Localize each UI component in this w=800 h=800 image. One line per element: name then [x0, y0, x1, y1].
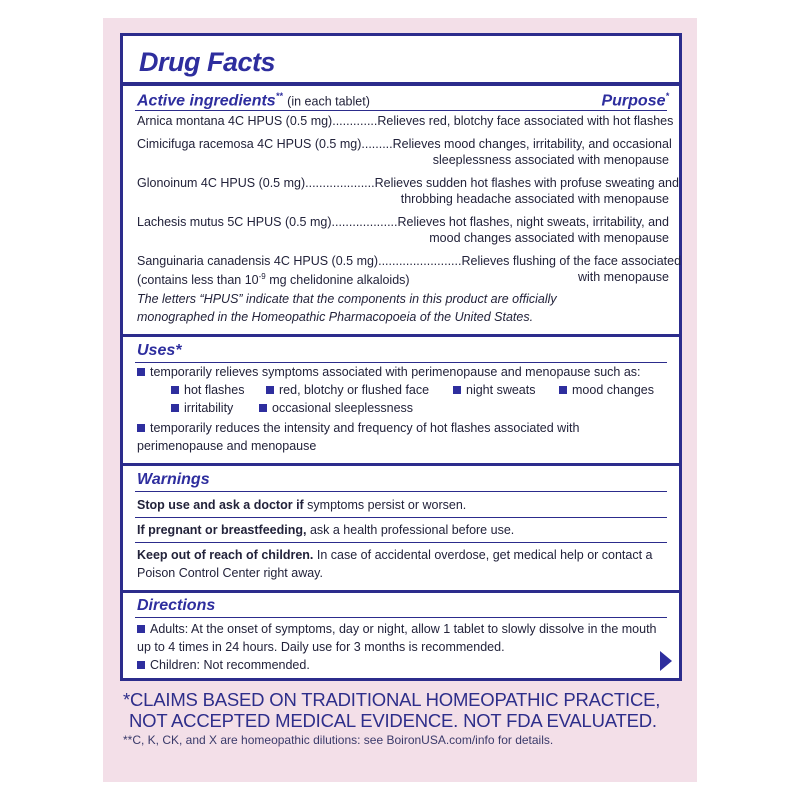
claims-disclaimer	[123, 689, 683, 731]
symptom-item: night sweats	[453, 382, 535, 398]
title-divider	[123, 82, 679, 86]
arrow-right-icon	[660, 651, 672, 671]
claims-line-1: *CLAIMS BASED ON TRADITIONAL HOMEOPATHIC PRACTICE,	[123, 689, 661, 710]
directions-adults-continued: up to 4 times in 24 hours. Daily use for 3 months is recommended.	[137, 640, 505, 654]
uses-item-continued: perimenopause and menopause	[137, 439, 317, 453]
section-divider	[123, 463, 679, 466]
claims-line-2: NOT ACCEPTED MEDICAL EVIDENCE. NOT FDA EVALUATED.	[129, 710, 657, 731]
square-bullet-icon	[559, 386, 567, 394]
square-bullet-icon	[137, 368, 145, 376]
ingredient-row: Lachesis mutus 5C HPUS (0.5 mg)...................Relieves hot flashes, night sweats, irritability, and	[137, 215, 669, 229]
divider	[135, 542, 667, 543]
ingredient-row: Sanguinaria canadensis 4C HPUS (0.5 mg)........................Relieves flushing of the face associated	[137, 254, 682, 268]
symptom-item: occasional sleeplessness	[259, 400, 413, 416]
uses-heading: Uses*	[137, 342, 182, 359]
purpose-continued: throbbing headache associated with menopause	[400, 192, 669, 206]
divider	[135, 110, 667, 111]
warnings-heading: Warnings	[137, 471, 210, 488]
directions-heading: Directions	[137, 597, 216, 614]
divider	[135, 362, 667, 363]
divider	[135, 617, 667, 618]
ingredient-row: Arnica montana 4C HPUS (0.5 mg).............Relieves red, blotchy face associated with hot flashes	[137, 114, 674, 128]
square-bullet-icon	[137, 625, 145, 633]
square-bullet-icon	[266, 386, 274, 394]
purpose-continued: with menopause	[577, 270, 669, 284]
purpose-continued: sleeplessness associated with menopause	[432, 153, 669, 167]
active-ingredients-heading: Active ingredients** (in each tablet)	[137, 91, 370, 110]
symptom-item: irritability	[171, 400, 233, 416]
square-bullet-icon	[171, 386, 179, 394]
uses-item: temporarily relieves symptoms associated with perimenopause and menopause such as:	[137, 364, 641, 380]
section-divider	[123, 590, 679, 593]
purpose-continued: mood changes associated with menopause	[429, 231, 669, 245]
warning-children: Keep out of reach of children. In case of accidental overdose, get medical help or contact a	[137, 548, 653, 562]
divider	[135, 491, 667, 492]
symptom-item: mood changes	[559, 382, 654, 398]
uses-item: temporarily reduces the intensity and frequency of hot flashes associated with	[137, 420, 579, 436]
purpose-heading: Purpose*	[601, 91, 669, 110]
square-bullet-icon	[137, 661, 145, 669]
warning-children-continued: Poison Control Center right away.	[137, 566, 323, 580]
ingredient-note: (contains less than $10^{-9}$ mg chelidonine alkaloids)	[137, 272, 410, 288]
square-bullet-icon	[171, 404, 179, 412]
warning-stop-use: Stop use and ask a doctor if symptoms persist or worsen.	[137, 498, 467, 512]
ingredient-row: Cimicifuga racemosa 4C HPUS (0.5 mg).........Relieves mood changes, irritability, and occasional	[137, 137, 672, 151]
directions-children: Children: Not recommended.	[137, 657, 310, 673]
symptom-item: red, blotchy or flushed face	[266, 382, 429, 398]
square-bullet-icon	[453, 386, 461, 394]
drug-facts-panel	[120, 33, 682, 681]
directions-adults: Adults: At the onset of symptoms, day or night, allow 1 tablet to slowly dissolve in the mouth	[137, 621, 657, 637]
warning-pregnant: If pregnant or breastfeeding, ask a health professional before use.	[137, 523, 515, 537]
hpus-note-line1: The letters “HPUS” indicate that the components in this product are officially	[137, 292, 557, 306]
section-divider	[123, 334, 679, 337]
symptom-item: hot flashes	[171, 382, 244, 398]
footnote: **C, K, CK, and X are homeopathic dilutions: see BoironUSA.com/info for details.	[123, 733, 554, 747]
square-bullet-icon	[137, 424, 145, 432]
hpus-note-line2: monographed in the Homeopathic Pharmacopoeia of the United States.	[137, 310, 534, 324]
square-bullet-icon	[259, 404, 267, 412]
divider	[135, 517, 667, 518]
page-title: Drug Facts	[139, 47, 276, 77]
ingredient-row: Glonoinum 4C HPUS (0.5 mg)....................Relieves sudden hot flashes with profuse sweating and	[137, 176, 679, 190]
